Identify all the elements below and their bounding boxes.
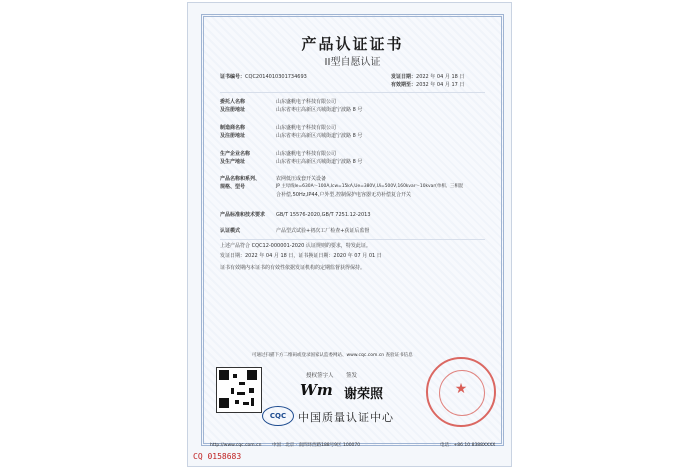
mfr-addr-label: 及注册地址: [220, 133, 246, 139]
signature-1: Wm: [300, 381, 333, 399]
issue-date: [391, 74, 464, 80]
expiry-date-label: 有效期至：: [391, 82, 417, 88]
serial-value: 0158683: [207, 452, 242, 461]
mfr-name: 山东盛帆电子科技有限公司: [276, 125, 337, 131]
serial-prefix: CQ: [193, 452, 203, 461]
cqc-logo: CQC: [262, 406, 294, 426]
mode-value: 产品型式试验+初次工厂检查+获证后监督: [276, 228, 370, 234]
signature-2: 谢荣照: [344, 387, 384, 402]
client-addr: 山东省枣庄高新区兴城街道宁波路 8 号: [276, 107, 363, 113]
expiry-date-value: 2032 年 04 月 17 日: [416, 82, 465, 88]
standard-label: 产品标准和技术要求: [220, 212, 266, 218]
divider: [220, 92, 485, 93]
sign-label: 签发: [346, 373, 358, 379]
product-line-3: 合补偿,50Hz,IP44,户外型,控制保护电容器无功补偿复合开关: [276, 192, 411, 198]
mode-label: 认证模式: [220, 228, 241, 234]
cert-no-value: CQC2014010301734693: [245, 74, 307, 80]
factory-name: 山东盛帆电子科技有限公司: [276, 151, 337, 157]
standard-value: GB/T 15576-2020,GB/T 7251.12-2013: [276, 212, 371, 218]
issue-date-label: 发证日期：: [391, 74, 417, 80]
factory-addr-label: 及生产地址: [220, 159, 246, 165]
footer-address: 中国 · 北京 · 南四环西路188号9区 100070: [272, 443, 361, 448]
note-line-2: 发证日期：2022 年 04 月 18 日，证书换证日期：2020 年 07 月 01 日: [220, 253, 382, 259]
official-seal: [426, 357, 496, 427]
factory-label: 生产企业名称: [220, 151, 251, 157]
client-label: 委托人名称: [220, 99, 246, 105]
issue-date-value: 2022 年 04 月 18 日: [416, 74, 465, 80]
mfr-label: 制造商名称: [220, 125, 246, 131]
note-line-3: 证书有效期内本证书的有效性依据发证机构的定期监督获得保持。: [220, 265, 366, 271]
certificate-frame: [201, 14, 504, 446]
product-line-1: 农网低压成套开关设备: [276, 176, 327, 182]
verify-note: 可通过扫描下方二维码或登录国家认监委网站、www.cqc.com.cn 查验证书信息: [252, 353, 413, 358]
certificate-subtitle: II型自愿认证: [324, 57, 381, 68]
serial-number: [193, 452, 241, 461]
footer-url[interactable]: http://www.cqc.com.cn: [210, 443, 262, 448]
certificate-title: 产品认证证书: [301, 35, 404, 53]
client-name: 山东盛帆电子科技有限公司: [276, 99, 337, 105]
mfr-addr: 山东省枣庄高新区兴城街道宁波路 8 号: [276, 133, 363, 139]
factory-addr: 山东省枣庄高新区兴城街道宁波路 8 号: [276, 159, 363, 165]
product-label: 产品名称和系列、: [220, 176, 261, 182]
divider: [220, 239, 485, 240]
footer-tel: 电话：+86 10 8388XXXX: [440, 443, 496, 448]
organization-name: 中国质量认证中心: [298, 411, 394, 424]
product-line-2: JP 主母线Ie=630A～100A,Icw=15kA,Ue=380V,Ui=500V,160kvar～10kvar(单相、三相混: [276, 184, 464, 189]
expiry-date: [391, 82, 464, 88]
signatory-label: 授权签字人: [306, 373, 334, 379]
seal-star-icon: ★: [454, 381, 468, 397]
cert-no-label: 证书编号：: [220, 74, 246, 80]
cert-no: [220, 74, 307, 80]
spec-label: 规格、型号: [220, 184, 246, 190]
client-addr-label: 及注册地址: [220, 107, 246, 113]
note-line-1: 上述产品符合 CQC12-000001-2020 认证规则的要求，特发此证。: [220, 243, 371, 249]
qr-code[interactable]: [216, 367, 262, 413]
